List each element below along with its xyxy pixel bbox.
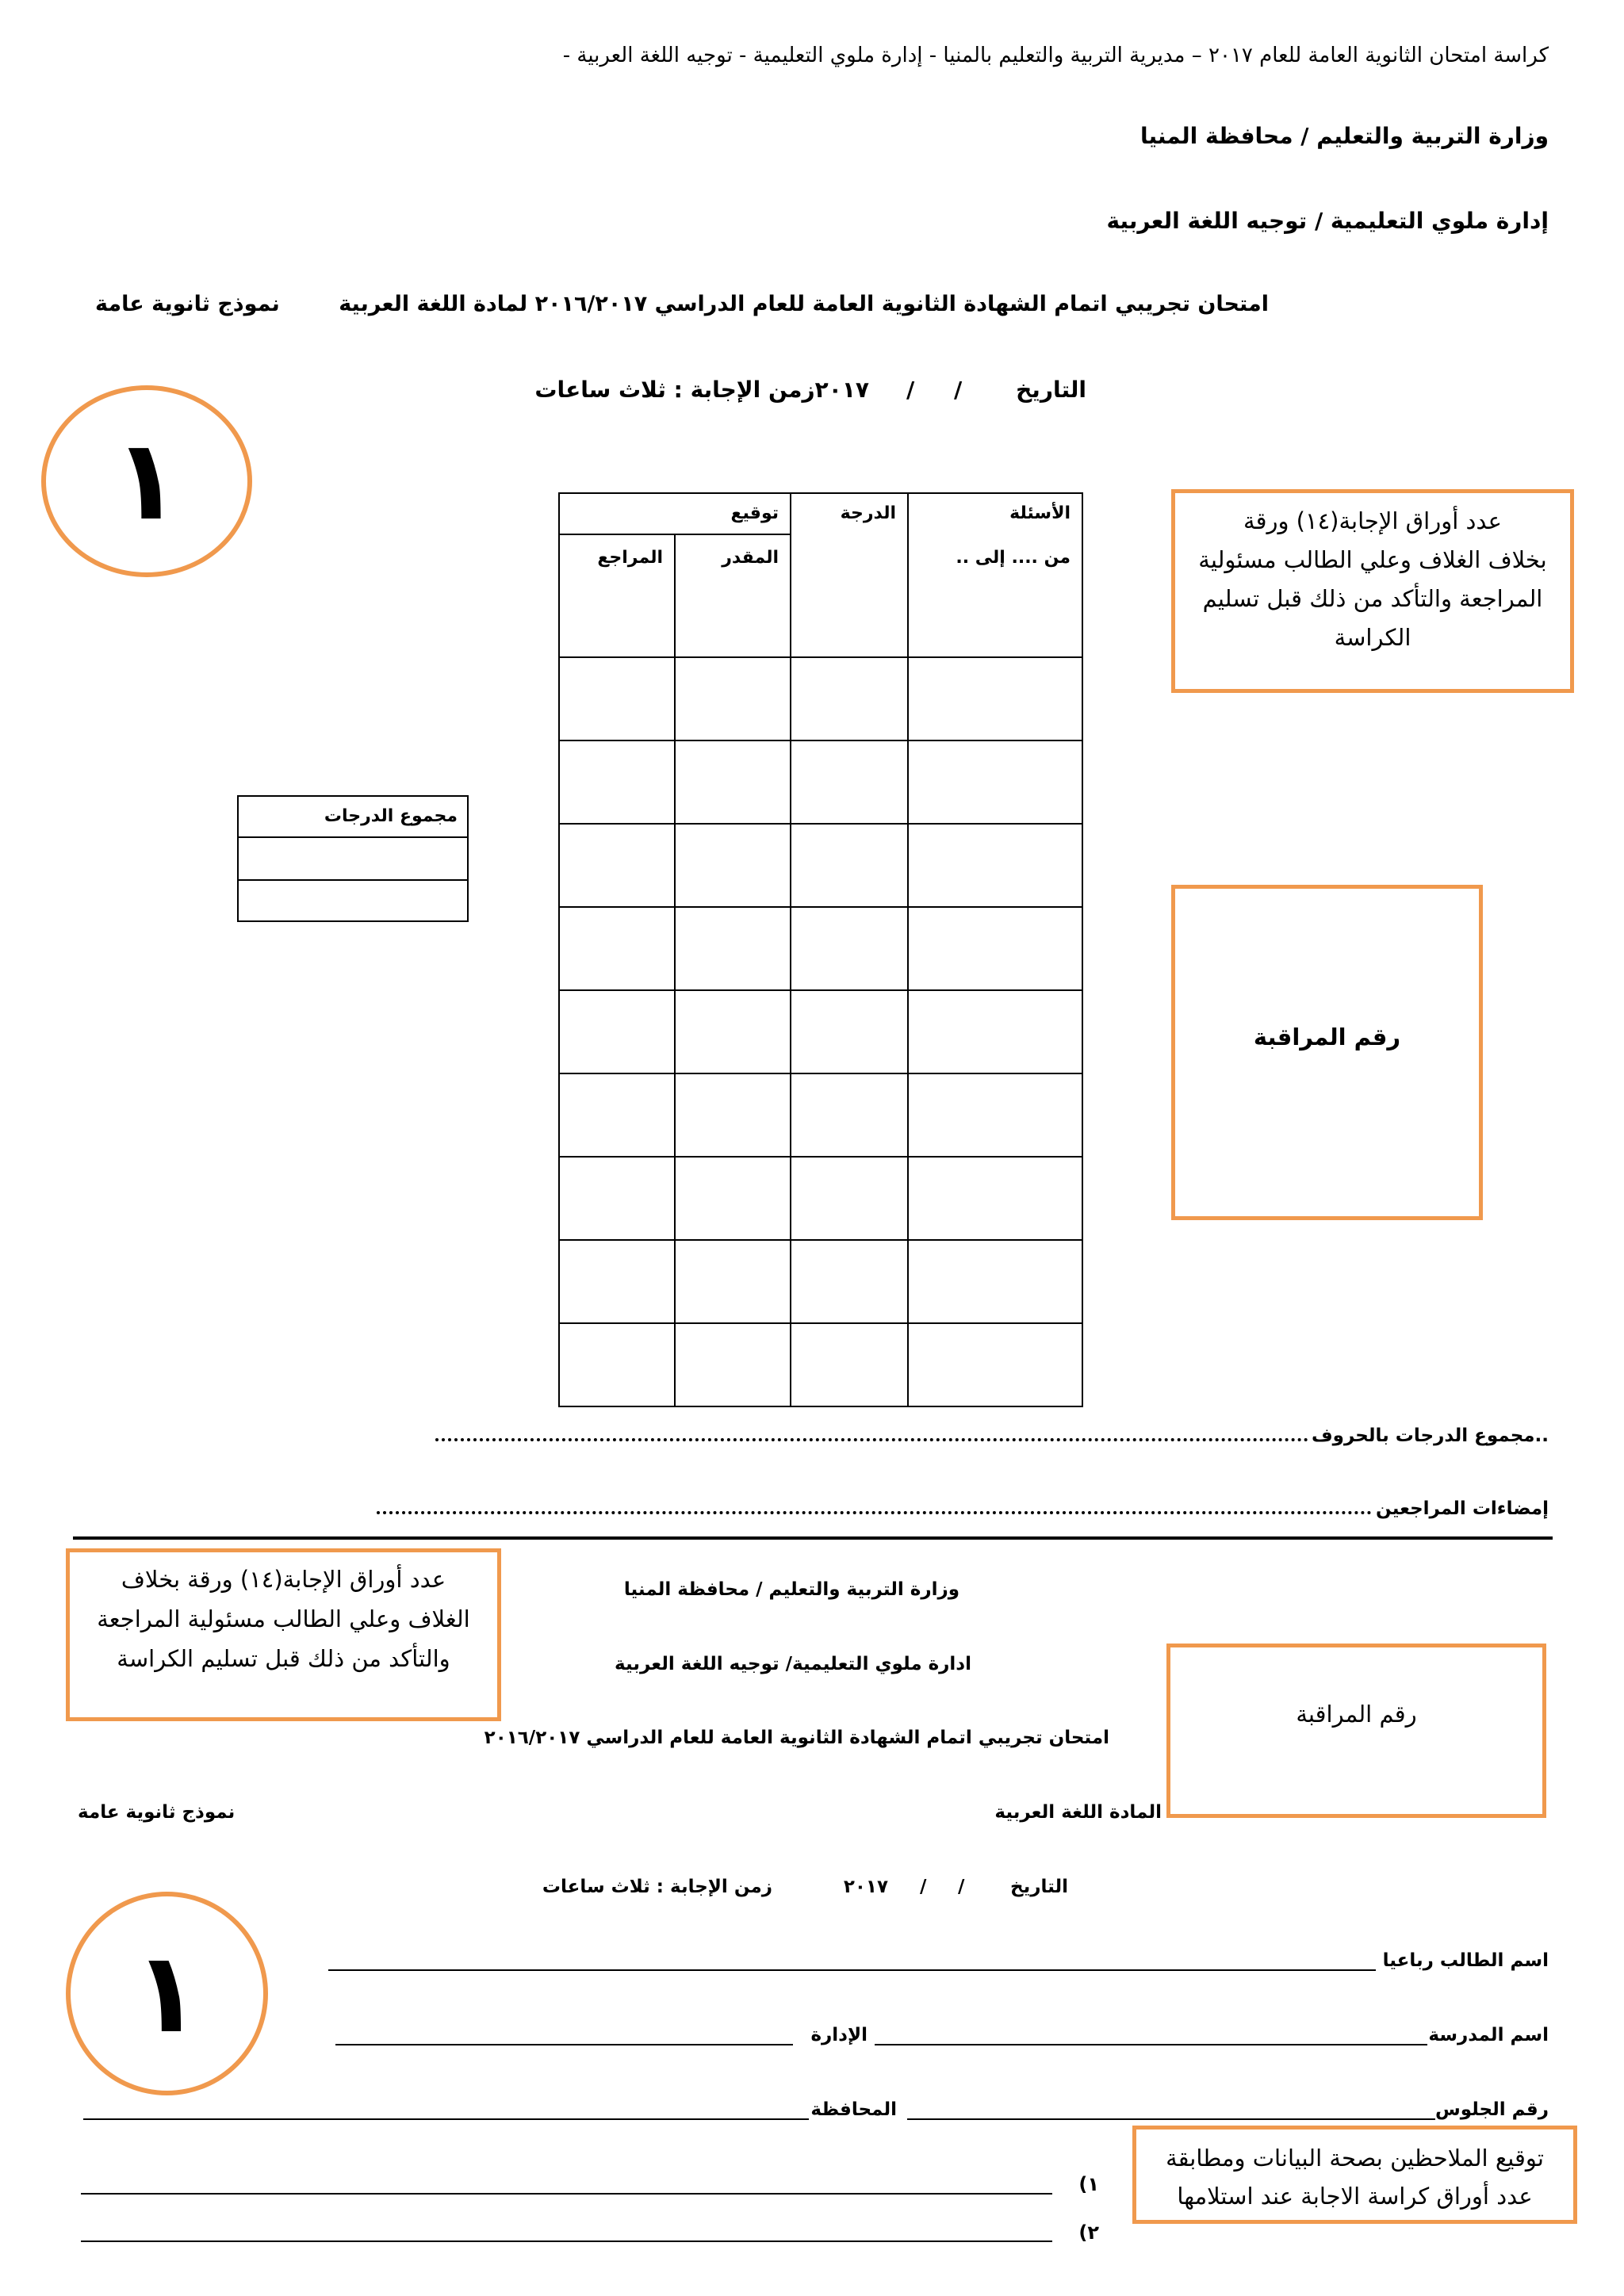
governorate-label: المحافظة	[810, 2099, 897, 2120]
estimator-cell	[675, 990, 791, 1073]
questions-cell	[908, 1240, 1082, 1323]
grade-cell	[791, 1323, 908, 1406]
questions-cell	[908, 1323, 1082, 1406]
note-line: بخلاف الغلاف وعلي الطالب مسئولية	[1198, 546, 1547, 573]
questions-cell	[908, 824, 1082, 907]
table-row	[238, 880, 468, 921]
estimator-cell	[675, 824, 791, 907]
total-in-words-dotted-line	[435, 1438, 1308, 1441]
exam-duration: زمن الإجابة : ثلاث ساعات	[534, 377, 815, 403]
questions-cell	[908, 990, 1082, 1073]
monitor-number-label: رقم المراقبة	[1253, 1024, 1401, 1050]
grade-cell	[791, 907, 908, 990]
school-name-blank	[875, 2044, 1427, 2045]
grade-cell	[791, 740, 908, 824]
total-grades-cell	[238, 837, 468, 880]
slip-monitor-number-label: رقم المراقبة	[1296, 1701, 1417, 1728]
grade-cell	[791, 824, 908, 907]
slip-administration-line: ادارة ملوي التعليمية/ توجيه اللغة العربية	[615, 1654, 971, 1674]
note-line: عدد أوراق الإجابة(١٤) ورقة بخلاف	[121, 1566, 446, 1593]
signature-number: ١)	[1078, 2173, 1099, 2195]
questions-range: من .... إلى ..	[956, 548, 1071, 568]
slip-date-label: التاريخ	[1010, 1877, 1068, 1897]
date-separator: /	[906, 377, 915, 403]
slip-model-number-circle	[66, 1892, 268, 2095]
student-name-blank	[328, 1969, 1376, 1971]
estimator-cell	[675, 1240, 791, 1323]
estimator-header: المقدر	[675, 534, 791, 657]
reviewer-cell	[559, 1073, 675, 1157]
table-row	[559, 1240, 1082, 1323]
slip-exam-duration: زمن الإجابة : ثلاث ساعات	[542, 1877, 772, 1897]
table-row	[559, 907, 1082, 990]
slip-exam-year: ٢٠١٧	[843, 1877, 888, 1897]
administration-line: إدارة ملوي التعليمية / توجيه اللغة العربية	[1106, 208, 1549, 234]
grade-cell	[791, 1240, 908, 1323]
model-number-circle	[41, 385, 252, 577]
questions-cell	[908, 1157, 1082, 1240]
ministry-line: وزارة التربية والتعليم / محافظة المنيا	[1139, 123, 1549, 149]
estimator-cell	[675, 740, 791, 824]
signature-header: توقيع	[559, 493, 791, 534]
questions-header-cell	[908, 493, 1082, 657]
table-row	[559, 824, 1082, 907]
note-line: الكراسة	[1334, 624, 1411, 651]
estimator-cell	[675, 657, 791, 740]
exam-model: نموذج ثانوية عامة	[95, 292, 280, 316]
total-grades-label: مجموع الدرجات	[238, 796, 468, 837]
grades-header-row	[559, 493, 1082, 534]
grades-table	[558, 492, 1083, 1407]
total-grades-box	[237, 795, 469, 922]
reviewers-signatures-label: إمضاءات المراجعين	[1376, 1498, 1549, 1519]
exam-title: امتحان تجريبي اتمام الشهادة الثانوية العامة للعام الدراسي ٢٠١٦/٢٠١٧ لمادة اللغة العربية	[339, 292, 1269, 316]
slip-ministry-line: وزارة التربية والتعليم / محافظة المنيا	[623, 1579, 959, 1600]
note-line: المراجعة والتأكد من ذلك قبل تسليم	[1202, 585, 1543, 612]
signature-number: ٢)	[1078, 2221, 1099, 2244]
total-grades-header-row	[238, 796, 468, 837]
table-row	[559, 990, 1082, 1073]
reviewer-cell	[559, 824, 675, 907]
note-line: عدد أوراق كراسة الاجابة عند استلامها	[1177, 2183, 1533, 2210]
reviewer-header: المراجع	[559, 534, 675, 657]
reviewer-cell	[559, 1240, 675, 1323]
grade-cell	[791, 990, 908, 1073]
note-line: والتأكد من ذلك قبل تسليم الكراسة	[117, 1645, 450, 1672]
slip-date-separator: /	[920, 1877, 927, 1897]
booklet-header-line: كراسة امتحان الثانوية العامة للعام ٢٠١٧ – مديرية التربية والتعليم بالمنيا - إدارة ملوي التعليمية - توجيه اللغة العربية -	[562, 44, 1549, 67]
signature-blank	[81, 2193, 1052, 2195]
signature-blank	[81, 2241, 1052, 2242]
table-row	[559, 1323, 1082, 1406]
questions-cell	[908, 907, 1082, 990]
questions-header: الأسئلة	[1009, 503, 1071, 523]
total-in-words-label: ..مجموع الدرجات بالحروف	[1311, 1425, 1549, 1446]
estimator-cell	[675, 1323, 791, 1406]
reviewer-cell	[559, 1323, 675, 1406]
administration-label: الإدارة	[810, 2025, 868, 2045]
table-row	[559, 1073, 1082, 1157]
reviewer-cell	[559, 990, 675, 1073]
grade-header: الدرجة	[791, 493, 908, 657]
observers-note	[1132, 2126, 1577, 2224]
questions-cell	[908, 1073, 1082, 1157]
note-line: عدد أوراق الإجابة(١٤) ورقة	[1243, 507, 1502, 534]
estimator-cell	[675, 1157, 791, 1240]
monitor-number-box	[1171, 885, 1483, 1220]
reviewers-dotted-line	[377, 1511, 1372, 1514]
slip-monitor-number-box	[1166, 1644, 1546, 1818]
table-row	[559, 740, 1082, 824]
note-line: الغلاف وعلي الطالب مسئولية المراجعة	[97, 1605, 470, 1632]
questions-cell	[908, 740, 1082, 824]
year-duration-group	[534, 373, 869, 407]
estimator-cell	[675, 907, 791, 990]
table-row	[559, 657, 1082, 740]
slip-model-number: ١	[132, 1928, 201, 2058]
questions-cell	[908, 657, 1082, 740]
reviewer-cell	[559, 740, 675, 824]
grade-cell	[791, 657, 908, 740]
school-name-label: اسم المدرسة	[1428, 2025, 1549, 2045]
date-separator: /	[954, 377, 963, 403]
slip-answer-sheets-note	[66, 1548, 501, 1721]
table-row	[238, 837, 468, 880]
reviewer-cell	[559, 907, 675, 990]
reviewer-cell	[559, 657, 675, 740]
grade-cell	[791, 1073, 908, 1157]
seat-number-label: رقم الجلوس	[1435, 2099, 1549, 2120]
model-number: ١	[113, 416, 181, 545]
reviewer-cell	[559, 1157, 675, 1240]
estimator-cell	[675, 1073, 791, 1157]
grade-cell	[791, 1157, 908, 1240]
exam-year: ٢٠١٧	[814, 377, 869, 403]
note-line: توقيع الملاحظين بصحة البيانات ومطابقة	[1166, 2145, 1544, 2172]
date-label: التاريخ	[1016, 377, 1086, 403]
administration-blank	[335, 2044, 793, 2045]
slip-subject: المادة اللغة العربية	[994, 1802, 1162, 1823]
governorate-blank	[83, 2118, 809, 2120]
answer-sheets-note	[1171, 489, 1574, 693]
section-divider	[73, 1536, 1553, 1540]
slip-exam-title: امتحان تجريبي اتمام الشهادة الثانوية العامة للعام الدراسي ٢٠١٦/٢٠١٧	[484, 1728, 1109, 1748]
student-name-label: اسم الطالب رباعيا	[1382, 1950, 1549, 1971]
seat-number-blank	[907, 2118, 1435, 2120]
table-row	[559, 1157, 1082, 1240]
slip-date-separator: /	[958, 1877, 965, 1897]
total-grades-cell	[238, 880, 468, 921]
slip-exam-model: نموذج ثانوية عامة	[78, 1802, 236, 1823]
